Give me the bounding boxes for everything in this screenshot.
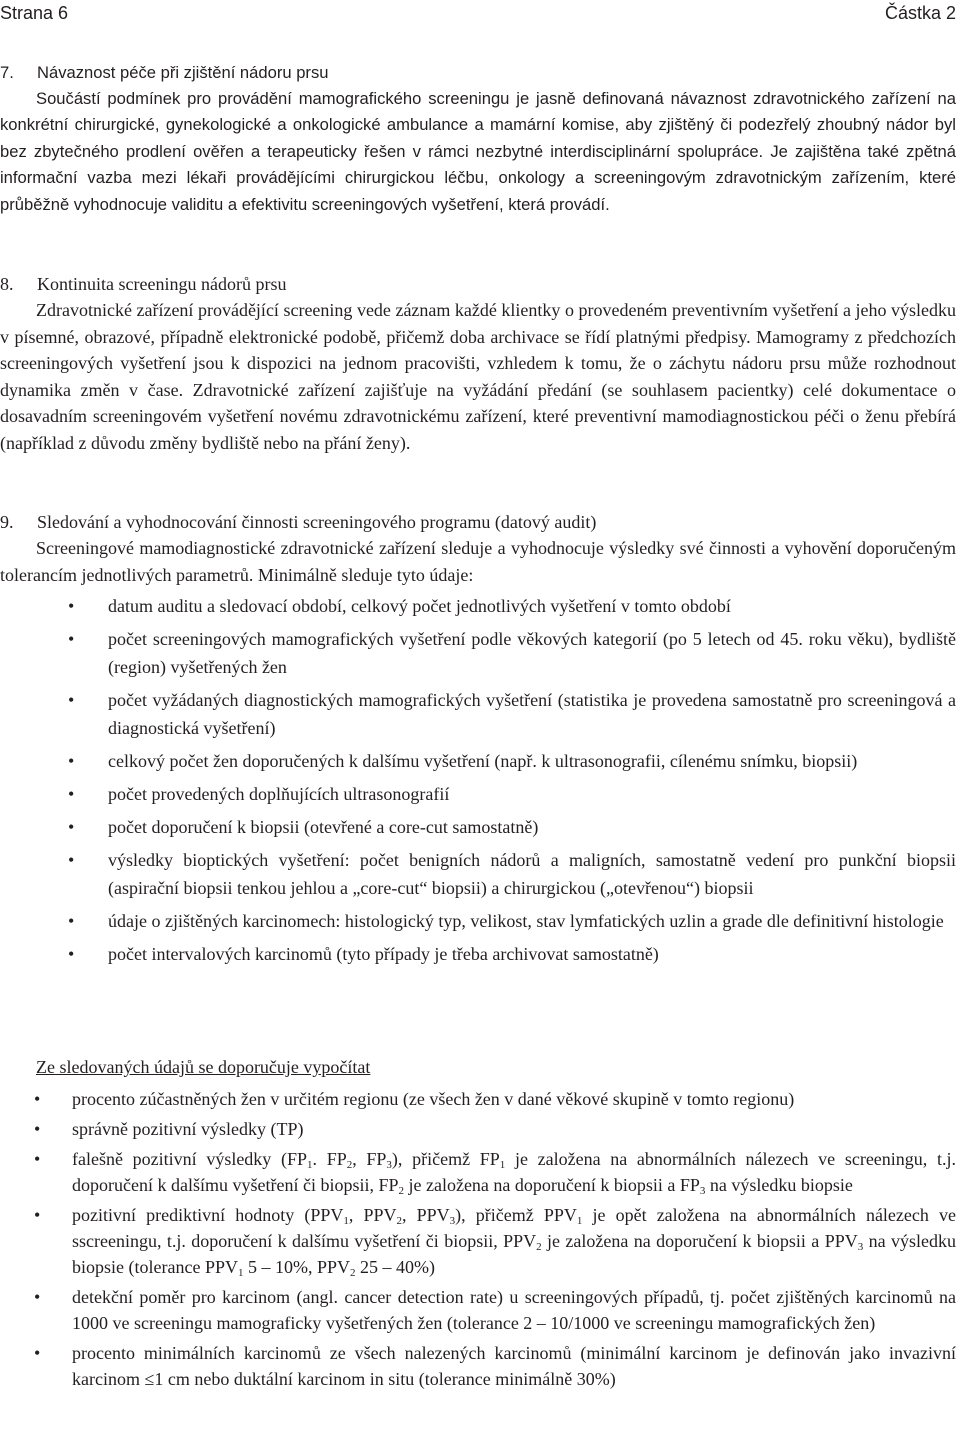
text-run: je opět založena na abnormálních nálezech ve sscreeningu, t.j. doporučení k dalšímu vyšetření či biopsii, PPV <box>72 1205 956 1251</box>
list-item <box>0 1340 956 1392</box>
list-item <box>0 747 956 775</box>
page-header <box>0 0 956 30</box>
section-title: Kontinuita screeningu nádorů prsu <box>37 274 287 294</box>
list-item-text: celkový počet žen doporučených k dalšímu vyšetření (např. k ultrasonografii, cílenému snímku, biopsii) <box>108 751 858 772</box>
list-item-text: výsledky bioptických vyšetření: počet benigních nádorů a maligních, samostatně vedení pro punkční biopsii (aspirační biopsii tenkou jehlou a „core-cut“ biopsii) a chirurgickou („otevřenou“) biopsii <box>108 850 956 899</box>
list-item <box>0 907 956 935</box>
list-item-text: správně pozitivní výsledky (TP) <box>72 1119 304 1139</box>
section-7 <box>0 60 956 218</box>
list-item-text <box>72 1205 956 1277</box>
subscript: 3 <box>449 1215 456 1227</box>
bullet: • <box>68 817 75 838</box>
list-item-text: počet intervalových karcinomů (tyto případy je třeba archivovat samostatně) <box>108 944 659 965</box>
subscript: 2 <box>398 1185 404 1197</box>
list-item <box>0 1116 956 1142</box>
text-run: , FP <box>352 1149 387 1169</box>
section-number: 7. <box>0 63 14 82</box>
list-item-text: počet doporučení k biopsii (otevřené a core-cut samostatně) <box>108 817 539 838</box>
text-run: 5 – 10%, PPV <box>243 1257 350 1277</box>
subscript: 3 <box>857 1241 864 1253</box>
text-run: na výsledku biopsie <box>705 1175 853 1195</box>
list-item-text: počet provedených doplňujících ultrasonografií <box>108 784 450 805</box>
page-number: Strana 6 <box>0 3 69 23</box>
list-item-text: detekční poměr pro karcinom (angl. cancer detection rate) u screeningových případů, tj. počet zjištěných karcinomů na 1000 ve screeningu mamograficky vyšetřených žen (tolerance 2 – 10/1000 ve screeningu mamografických žen) <box>72 1287 956 1333</box>
calculations-heading: Ze sledovaných údajů se doporučuje vypočítat <box>36 1057 371 1077</box>
subscript: 2 <box>536 1241 542 1253</box>
bullet: • <box>34 1149 41 1169</box>
list-item <box>0 813 956 841</box>
list-item <box>0 1146 956 1198</box>
section-paragraph: Screeningové mamodiagnostické zdravotnické zařízení sleduje a vyhodnocuje výsledky své činnosti a vyhovění doporučeným tolerancím jednotlivých parametrů. Minimálně sleduje tyto údaje: <box>0 538 956 585</box>
calculations-list <box>0 1086 956 1392</box>
list-item <box>0 592 956 620</box>
issue-number: Částka 2 <box>884 3 956 23</box>
section-heading <box>0 509 956 535</box>
subscript: 3 <box>699 1185 706 1197</box>
list-item <box>0 1202 956 1280</box>
bullet: • <box>68 690 75 711</box>
subscript: 1 <box>307 1159 313 1171</box>
list-item-text: procento zúčastněných žen v určitém regionu (ze všech žen v dané věkové skupině v tomto regionu) <box>72 1089 795 1109</box>
section-number: 9. <box>0 512 14 532</box>
subscript: 1 <box>499 1159 506 1171</box>
bullet: • <box>34 1119 41 1139</box>
subscript: 1 <box>343 1215 349 1227</box>
list-item-text <box>72 1149 956 1195</box>
bullet: • <box>34 1089 41 1109</box>
subscript: 3 <box>386 1159 392 1171</box>
section-number: 8. <box>0 274 14 294</box>
text-run: , PPV <box>402 1205 450 1225</box>
subscript: 2 <box>346 1159 353 1171</box>
list-item-text: počet screeningových mamografických vyšetření podle věkových kategorií (po 5 letech od 45. roku věku), bydliště (region) vyšetřených žen <box>108 629 956 678</box>
list-item-text: údaje o zjištěných karcinomech: histologický typ, velikost, stav lymfatických uzlin a grade dle definitivní histologie <box>108 911 944 932</box>
bullet: • <box>68 850 75 871</box>
list-item-text: počet vyžádaných diagnostických mamografických vyšetření (statistika je provedena samostatně pro screeningová a diagnostická vyšetření) <box>108 690 956 739</box>
list-item <box>0 1086 956 1112</box>
section-heading <box>0 271 956 297</box>
bullet: • <box>34 1287 41 1307</box>
text-run: pozitivní prediktivní hodnoty (PPV <box>72 1205 344 1225</box>
text-run: je založena na abnormálních nálezech ve screeningu, t.j. doporučení k dalšímu vyšetření či biopsii, FP <box>72 1149 956 1195</box>
text-run: na výsledku biopsie (tolerance PPV <box>72 1231 956 1277</box>
bullet: • <box>68 944 75 965</box>
bullet: • <box>68 629 75 650</box>
subscript: 1 <box>237 1267 244 1279</box>
section-9 <box>0 509 956 973</box>
subscript: 1 <box>576 1215 583 1227</box>
text-run: falešně pozitivní výsledky (FP <box>72 1149 308 1169</box>
bullet: • <box>68 596 75 617</box>
section-8 <box>0 271 956 457</box>
list-item <box>0 686 956 742</box>
text-run: ), přičemž PPV <box>455 1205 577 1225</box>
list-item <box>0 625 956 681</box>
list-item <box>0 940 956 968</box>
calculations-section <box>0 1054 956 1396</box>
text-run: , PPV <box>348 1205 397 1225</box>
section-paragraph: Zdravotnické zařízení provádějící screening vede záznam každé klientky o provedeném preventivním vyšetření a jeho výsledku v písemné, obrazové, případně elektronické podobě, přičemž doba archivace se řídí platnými předpisy. Mamogramy z předchozích screeningových vyšetření jsou k dispozici na jednom pracovišti, vzhledem k tomu, že o záchytu nádoru prsu může rozhodnout dynamika změn v čase. Zdravotnické zařízení zajišťuje na vyžádání předání (se souhlasem pacientky) celé dokumentace o dosavadním screeningovém vyšetření novému zdravotnickému zařízení, které preventivní mamodiagnostickou péči o ženu přebírá (například z důvodu změny bydliště nebo na přání ženy). <box>0 300 956 453</box>
section-title: Návaznost péče při zjištění nádoru prsu <box>37 63 329 82</box>
bullet: • <box>68 911 75 932</box>
section-paragraph: Součástí podmínek pro provádění mamografického screeningu je jasně definovaná návaznost zdravotnického zařízení na konkrétní chirurgické, gynekologické a onkologické ambulance a mamární komise, aby zjištěný či podezřelý zhoubný nádor byl bez zbytečného prodlení ověřen a terapeuticky řešen v rámci nezbytné interdisciplinární spolupráce. Je zajištěna také zpětná informační vazba mezi lékaři provádějícími chirurgickou léčbu, onkology a screeningovým zdravotnickým zařízením, které průběžně vyhodnocuje validitu a efektivitu screeningových vyšetření, která provádí. <box>0 89 956 214</box>
text-run: je založena na doporučení k biopsii a FP <box>403 1175 700 1195</box>
section-title: Sledování a vyhodnocování činnosti screeningového programu (datový audit) <box>37 512 597 532</box>
audit-data-list <box>0 592 956 968</box>
bullet: • <box>68 784 75 805</box>
subscript: 2 <box>349 1267 356 1279</box>
bullet: • <box>34 1205 41 1225</box>
text-run: je založena na doporučení k biopsii a PPV <box>541 1231 858 1251</box>
list-item-text: procento minimálních karcinomů ze všech nalezených karcinomů (minimální karcinom je definován jako invazivní karcinom ≤1 cm nebo duktální karcinom in situ (tolerance minimálně 30%) <box>72 1343 956 1389</box>
bullet: • <box>68 751 75 772</box>
list-item <box>0 1284 956 1336</box>
section-heading <box>0 60 956 86</box>
subscript: 2 <box>396 1215 402 1227</box>
text-run: 25 – 40%) <box>355 1257 435 1277</box>
text-run: ), přičemž FP <box>391 1149 500 1169</box>
list-item <box>0 780 956 808</box>
list-item-text: datum auditu a sledovací období, celkový počet jednotlivých vyšetření v tomto období <box>108 596 731 617</box>
list-item <box>0 846 956 902</box>
text-run: . FP <box>312 1149 347 1169</box>
bullet: • <box>34 1343 41 1363</box>
